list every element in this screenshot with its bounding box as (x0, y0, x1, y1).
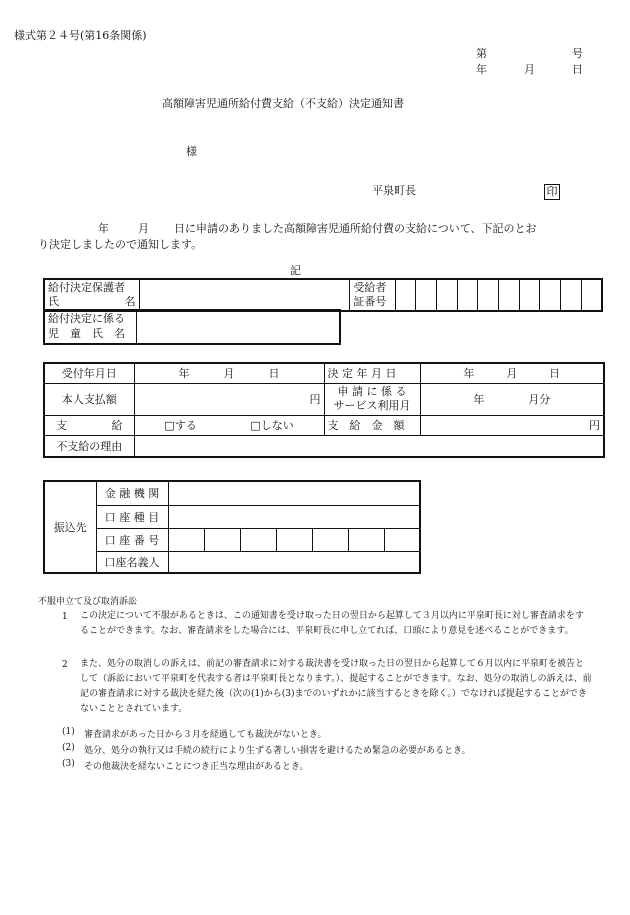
recipient-digit-9[interactable] (561, 279, 582, 311)
received-day: 日 (268, 367, 280, 381)
item-1-number: (1) (62, 727, 75, 737)
account-digit-4[interactable] (276, 528, 312, 551)
account-digit-6[interactable] (348, 528, 384, 551)
decision-day: 日 (549, 367, 561, 381)
decision-date-label: 決 定 年 月 日 (324, 363, 420, 383)
payment-options (134, 415, 324, 435)
account-digit-1[interactable] (168, 528, 204, 551)
recipient-digit-4[interactable] (457, 279, 478, 311)
payment-label (44, 415, 134, 435)
account-type-label: 口 座 種 目 (96, 505, 168, 528)
item-3-number: (3) (62, 759, 75, 769)
account-type-field[interactable] (168, 505, 420, 528)
service-month-line1: 申 請 に 係 る (337, 385, 407, 398)
recipient-no-label (350, 279, 395, 311)
received-month: 月 (223, 367, 235, 381)
guardian-label-line2 (48, 295, 136, 309)
account-holder-field[interactable] (168, 551, 420, 573)
service-year: 年 (473, 393, 485, 406)
seal-mark (544, 180, 560, 200)
service-month-line2: サービス利用月 (333, 399, 411, 412)
intro-text-line2: り決定しましたので通知します。 (38, 238, 203, 251)
account-digit-7[interactable] (384, 528, 420, 551)
guardian-label-line1: 給付決定保護者 (48, 281, 125, 294)
payment-label-b: 給 (111, 419, 123, 432)
intro-text-line1: 日に申請のありました高額障害児通所給付費の支給について、下記のとお (174, 222, 537, 235)
service-month-field[interactable] (420, 383, 604, 415)
guardian-name-field[interactable] (139, 279, 350, 311)
checkbox-pay[interactable]: □する (164, 419, 197, 432)
form-number: 様式第２４号(第16条関係) (14, 29, 147, 42)
date-year: 年 (476, 63, 487, 76)
payment-amount-yen: 円 (589, 419, 600, 432)
recipient-digit-5[interactable] (478, 279, 499, 311)
table-guardian (43, 278, 603, 312)
issuer-name: 平泉町長 (372, 184, 416, 197)
guardian-label-line2-a: 氏 (48, 295, 59, 308)
non-payment-reason-label: 不支給の理由 (44, 435, 134, 457)
recipient-no-line1: 受給者 (353, 281, 387, 294)
doc-number-suffix: 号 (572, 47, 583, 60)
account-holder-label: 口座名義人 (96, 551, 168, 573)
self-pay-field[interactable] (134, 383, 324, 415)
self-pay-yen: 円 (309, 393, 321, 406)
note-1-text: この決定について不服があるときは、この通知書を受け取った日の翌日から起算して３月以内に平泉町長に対し審査請求をすることができます。なお、審査請求をした場合には、平泉町長に申し立てれば、口頭により意見を述べることができます。 (80, 611, 584, 636)
account-digit-2[interactable] (204, 528, 240, 551)
payment-amount-field[interactable] (420, 415, 604, 435)
non-payment-reason-field[interactable] (134, 435, 604, 457)
transfer-label: 振込先 (44, 481, 96, 573)
payment-label-a: 支 (56, 419, 67, 432)
intro-year: 年 (98, 222, 109, 235)
date-month: 月 (524, 63, 535, 76)
recipient-digit-1[interactable] (395, 279, 416, 311)
received-date-parts (138, 365, 321, 381)
date-day: 日 (572, 63, 583, 76)
service-month-parts (424, 391, 601, 407)
guardian-label-line2-b: 名 (124, 295, 136, 308)
decision-month: 月 (506, 367, 518, 381)
received-date-field[interactable] (134, 363, 324, 383)
service-month-label (324, 383, 420, 415)
decision-year: 年 (463, 367, 475, 381)
self-pay-label: 本人支払額 (44, 383, 134, 415)
table-transfer (43, 480, 421, 574)
bank-field[interactable] (168, 481, 420, 505)
child-name-field[interactable] (136, 310, 340, 344)
child-label (44, 310, 136, 344)
recipient-no-line2: 証番号 (353, 295, 387, 308)
recipient-digit-2[interactable] (416, 279, 437, 311)
child-label-line1: 給付決定に係る (48, 312, 125, 326)
document-title: 高額障害児通所給付費支給（不支給）決定通知書 (162, 97, 404, 110)
note-2-text: また、処分の取消しの訴えは、前記の審査請求に対する裁決書を受け取った日の翌日から起算して６月以内に平泉町を被告として（訴訟において平泉町を代表する者は平泉町長となります。）、提起することができます。なお、処分の取消しの訴えは、前記の審査請求に対する裁決を経た後（次の(1)から(3)までのいずれかに該当するときを除く。）でなければ提起することができないこととされています。 (80, 659, 592, 714)
recipient-digit-6[interactable] (499, 279, 520, 311)
child-label-line2: 児 童 氏 名 (48, 327, 125, 341)
payment-amount-label: 支 給 金 額 (324, 415, 420, 435)
received-year: 年 (178, 367, 190, 381)
intro-month: 月 (138, 222, 149, 235)
ki-mark: 記 (290, 264, 301, 277)
notes-heading: 不服申立て及び取消訴訟 (38, 597, 138, 607)
account-digit-3[interactable] (240, 528, 276, 551)
recipient-digit-10[interactable] (581, 279, 602, 311)
recipient-digit-3[interactable] (437, 279, 458, 311)
service-month: 月分 (528, 393, 551, 406)
note-2-number: 2 (62, 660, 68, 670)
guardian-label (44, 279, 139, 311)
item-2-number: (2) (62, 743, 75, 753)
table-decision (43, 362, 605, 458)
decision-date-parts (424, 365, 601, 381)
bank-label: 金 融 機 関 (96, 481, 168, 505)
item-1-text: 審査請求があった日から３月を経過しても裁決がないとき。 (84, 730, 327, 740)
payment-option-group (138, 417, 321, 433)
note-1-number: 1 (62, 612, 68, 622)
decision-date-field[interactable] (420, 363, 604, 383)
item-2-text: 処分、処分の執行又は手続の続行により生ずる著しい損害を避けるため緊急の必要があるとき。 (84, 746, 471, 756)
addressee-suffix: 様 (186, 145, 197, 158)
checkbox-no-pay[interactable]: □しない (250, 419, 294, 432)
received-date-label: 受付年月日 (44, 363, 134, 383)
account-number-label: 口 座 番 号 (96, 528, 168, 551)
recipient-digit-7[interactable] (519, 279, 540, 311)
seal-char: 印 (544, 184, 560, 200)
item-3-text: その他裁決を経ないことにつき正当な理由があるとき。 (84, 762, 309, 772)
table-child (43, 309, 341, 345)
account-digit-5[interactable] (312, 528, 348, 551)
recipient-digit-8[interactable] (540, 279, 561, 311)
payment-label-parts (48, 417, 131, 433)
doc-number-label: 第 (476, 47, 487, 60)
